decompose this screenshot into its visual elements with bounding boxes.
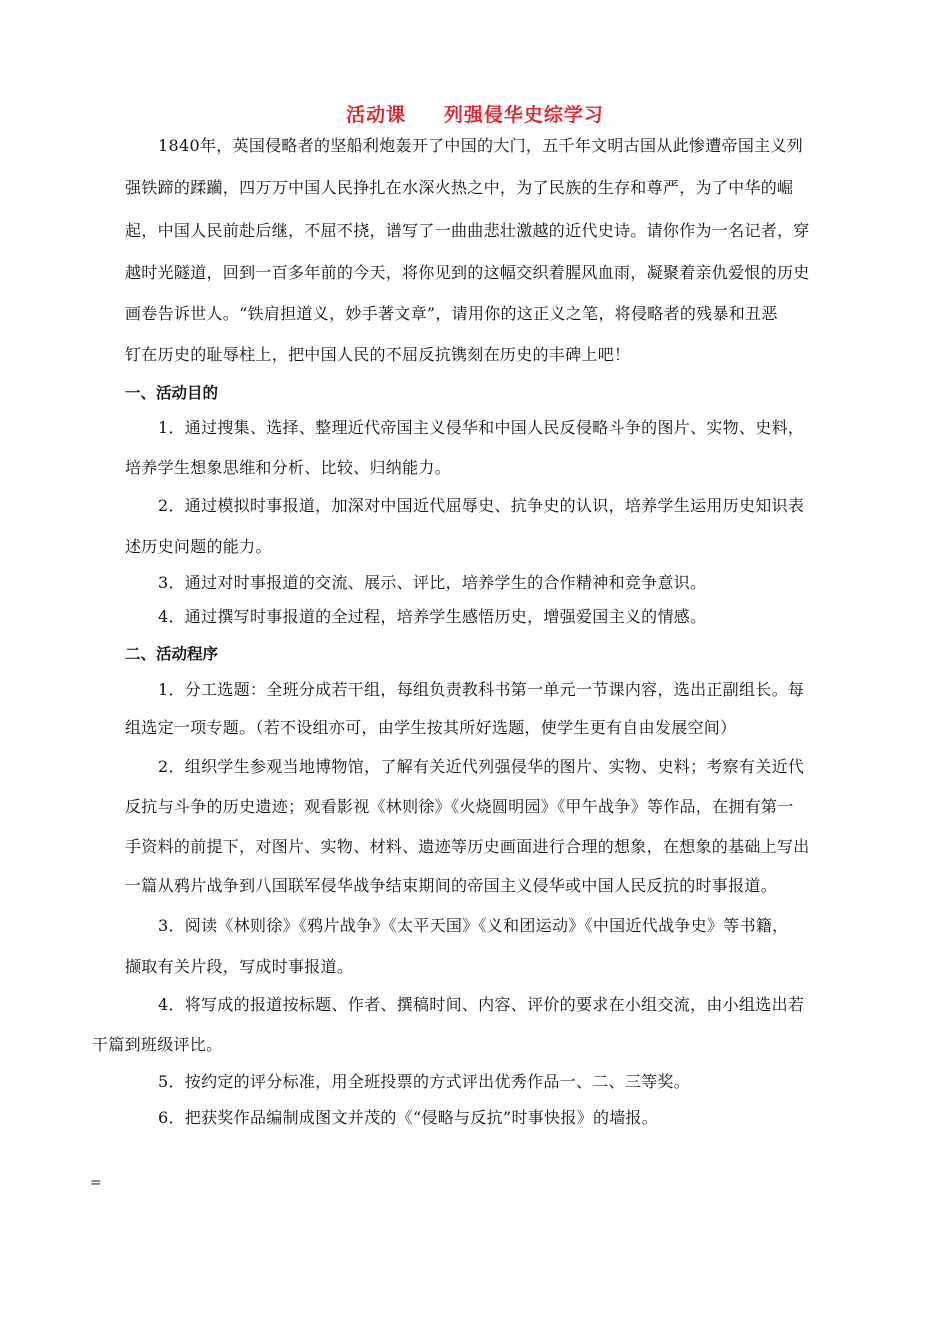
procedure-line: 手资料的前提下，对图片、实物、材料、遗迹等历史画面进行合理的想象，在想象的基础上写出: [125, 837, 810, 856]
title-part-1: 活动课: [346, 104, 407, 126]
purpose-line: 3．通过对时事报道的交流、展示、评比，培养学生的合作精神和竞争意识。: [158, 573, 707, 592]
section-heading-procedure: 二、活动程序: [125, 645, 219, 663]
intro-line: 钉在历史的耻辱柱上，把中国人民的不屈反抗镌刻在历史的丰碑上吧！: [125, 345, 631, 364]
procedure-line: 反抗与斗争的历史遗迹；观看影视《林则徐》《火烧圆明园》《甲午战争》等作品，在拥有第一: [125, 797, 794, 816]
procedure-line: 组选定一项专题。（若不设组亦可，由学生按其所好选题，使学生更有自由发展空间）: [125, 718, 737, 737]
procedure-line: 1．分工选题：全班分成若干组，每组负责教科书第一单元一节课内容，选出正副组长。每: [158, 680, 805, 699]
purpose-line: 述历史问题的能力。: [125, 537, 272, 556]
footer-mark: =: [90, 1175, 102, 1191]
purpose-line: 4．通过撰写时事报道的全过程，培养学生感悟历史，增强爱国主义的情感。: [158, 607, 707, 626]
procedure-line: 2．组织学生参观当地博物馆，了解有关近代列强侵华的图片、实物、史料；考察有关近代: [158, 757, 805, 776]
intro-line: 起，中国人民前赴后继，不屈不挠，谱写了一曲曲悲壮激越的近代史诗。请你作为一名记者，穿: [125, 221, 810, 240]
purpose-line: 2．通过模拟时事报道，加深对中国近代屈辱史、抗争史的认识，培养学生运用历史知识表: [158, 496, 805, 515]
intro-line: 强铁蹄的蹂躏，四万万中国人民挣扎在水深火热之中，为了民族的生存和尊严，为了中华的崛: [125, 178, 794, 197]
intro-line: 1840年，英国侵略者的坚船利炮轰开了中国的大门，五千年文明古国从此惨遭帝国主义列: [158, 136, 804, 155]
procedure-line: 5．按约定的评分标准，用全班投票的方式评出优秀作品一、二、三等奖。: [158, 1072, 691, 1091]
purpose-line: 1．通过搜集、选择、整理近代帝国主义侵华和中国人民反侵略斗争的图片、实物、史料，: [158, 418, 805, 437]
procedure-line: 4．将写成的报道按标题、作者、撰稿时间、内容、评价的要求在小组交流，由小组选出若: [158, 995, 805, 1014]
intro-line: 画卷告诉世人。“铁肩担道义，妙手著文章”，请用你的这正义之笔，将侵略者的残暴和丑恶: [125, 304, 778, 323]
procedure-line: 干篇到班级评比。: [92, 1035, 223, 1054]
procedure-line: 撷取有关片段，写成时事报道。: [125, 957, 354, 976]
purpose-line: 培养学生想象思维和分析、比较、归纳能力。: [125, 458, 452, 477]
intro-line: 越时光隧道，回到一百多年前的今天，将你见到的这幅交织着腥风血雨，凝聚着亲仇爱恨的历史: [125, 263, 810, 282]
procedure-line: 一篇从鸦片战争到八国联军侵华战争结束期间的帝国主义侵华或中国人民反抗的时事报道。: [125, 876, 778, 895]
section-heading-purpose: 一、活动目的: [125, 384, 219, 402]
document-title: [0, 100, 950, 127]
title-part-2: 列强侵华史综学习: [443, 104, 604, 126]
procedure-line: 3．阅读《林则徐》《鸦片战争》《太平天国》《义和团运动》《中国近代战争史》等书籍，: [158, 916, 789, 935]
procedure-line: 6．把获奖作品编制成图文并茂的《“侵略与反抗”时事快报》的墙报。: [158, 1108, 659, 1127]
